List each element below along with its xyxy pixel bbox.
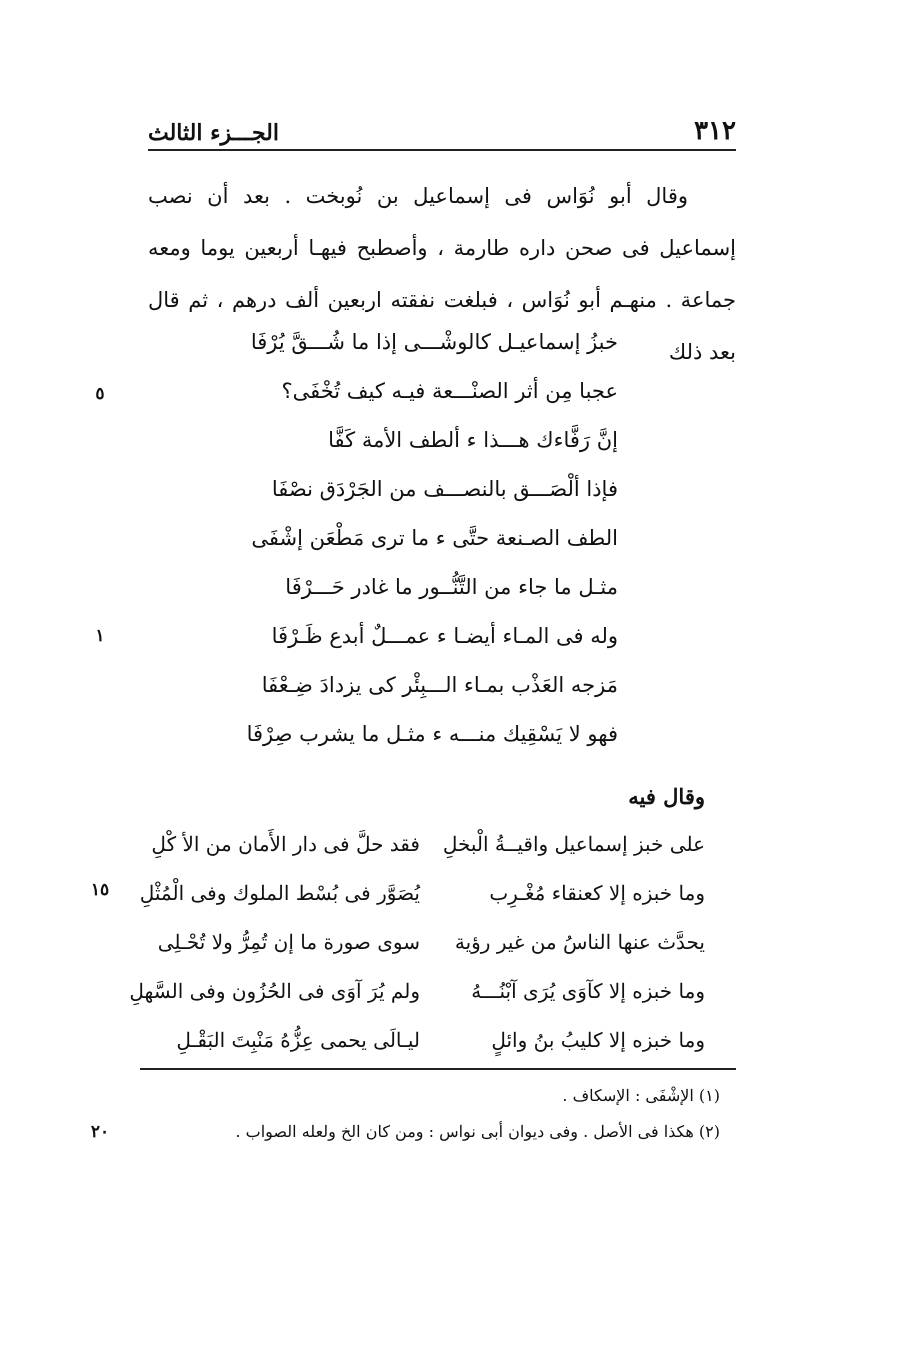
paragraph-text: وقال أبو نُوَاس فى إسماعيل بن نُوبخت . بعد أن نصب إسماعيل فى صحن داره طارمة ، وأصطبح فيهـا أربعين يوما ومعه جماعة . منهـم أبو نُوَاس ، فبلغت نفقته اربعين ألف درهم ، ثم قال بعد ذلك <box>148 184 736 364</box>
verse-line: عجبا مِن أثر الصنْـــعة فيـه كيف تُخْفَى؟ <box>281 379 618 403</box>
verse-line <box>139 869 705 918</box>
verse-line: خبزُ إسماعيـل كالوشْـــى إذا ما شُـــقَّ يُرْفَا <box>250 330 618 354</box>
line-number-5: ٥ <box>95 384 105 404</box>
hemistich-first: وما خبزه إلا كعنقاء مُغْـرِب <box>489 881 705 905</box>
hemistich-second: فقد حلَّ فى دار الأَمان من الأ كْلِ <box>151 832 420 856</box>
footnote: (١) الإشْفَى : الإسكاف . <box>562 1086 720 1105</box>
verse-line: مَزجه العَذْب بمـاء الـــبِئْر كى يزدادَ ضِـعْفَا <box>261 673 618 697</box>
page-header <box>148 106 736 146</box>
header-rule <box>148 149 736 151</box>
hemistich-second: ولم يُرَ آوَى فى الحُزُون وفى السَّهلِ <box>129 979 420 1003</box>
line-number-10: ١ <box>95 626 105 646</box>
footnotes <box>148 1078 720 1150</box>
verse-line: وله فى المـاء أيضـا ء عمـــلٌ أبدع ظَـرْفَا <box>271 624 618 648</box>
verse-line <box>151 820 705 869</box>
hemistich-first: وما خبزه إلا كليبُ بنُ وائلٍ <box>491 1028 705 1052</box>
page-number: ٣١٢ <box>694 116 736 146</box>
verse-line: فإذا ألْصَـــق بالنصـــف من الجَرْدَق نصْفَا <box>271 477 618 501</box>
hemistich-second: يُصَوَّر فى بُسْط الملوك وفى الْمُثْلِ <box>139 881 420 905</box>
hemistich-second: ليـالَى يحمى عِزُّهُ مَنْبِتَ البَقْـلِ <box>176 1028 420 1052</box>
verse-line: فهو لا يَسْقِيك منـــه ء مثـل ما يشرب صِرْفَا <box>246 722 618 746</box>
verse-line: مثـل ما جاء من التَّنُّــور ما غادر حَـــرْفَا <box>285 575 618 599</box>
footnote: (٢) هكذا فى الأصل . وفى ديوان أبى نواس : ومن كان الخ ولعله الصواب . <box>235 1122 720 1141</box>
poem-2 <box>129 820 705 1065</box>
section-heading: وقال فيه <box>628 784 705 809</box>
hemistich-first: يحدَّث عنها الناسُ من غير رؤية <box>454 930 705 954</box>
verse-line: الطف الصـنعة حتَّى ء ما ترى مَطْعَن إشْفَى <box>251 526 618 550</box>
verse-line: إنَّ رَفَّاءك هـــذا ء ألطف الأمة كَفَّا <box>328 428 618 452</box>
running-title: الجـــزء الثالث <box>148 120 279 146</box>
verse-line <box>129 967 705 1016</box>
poem-1 <box>246 318 618 759</box>
verse-line <box>157 918 705 967</box>
hemistich-first: وما خبزه إلا كآوَى يُرَى آبْنُـــهُ <box>471 979 705 1003</box>
line-number-20: ٢٠ <box>90 1122 110 1142</box>
verse-line <box>175 1016 705 1065</box>
line-number-15: ١٥ <box>90 880 110 900</box>
hemistich-first: على خبز إسماعيل واقيــةُ الْبخلِ <box>442 832 705 856</box>
footnote-rule <box>140 1068 736 1070</box>
hemistich-second: سوى صورة ما إن تُمِرُّ ولا تُحْـلِى <box>157 930 420 954</box>
